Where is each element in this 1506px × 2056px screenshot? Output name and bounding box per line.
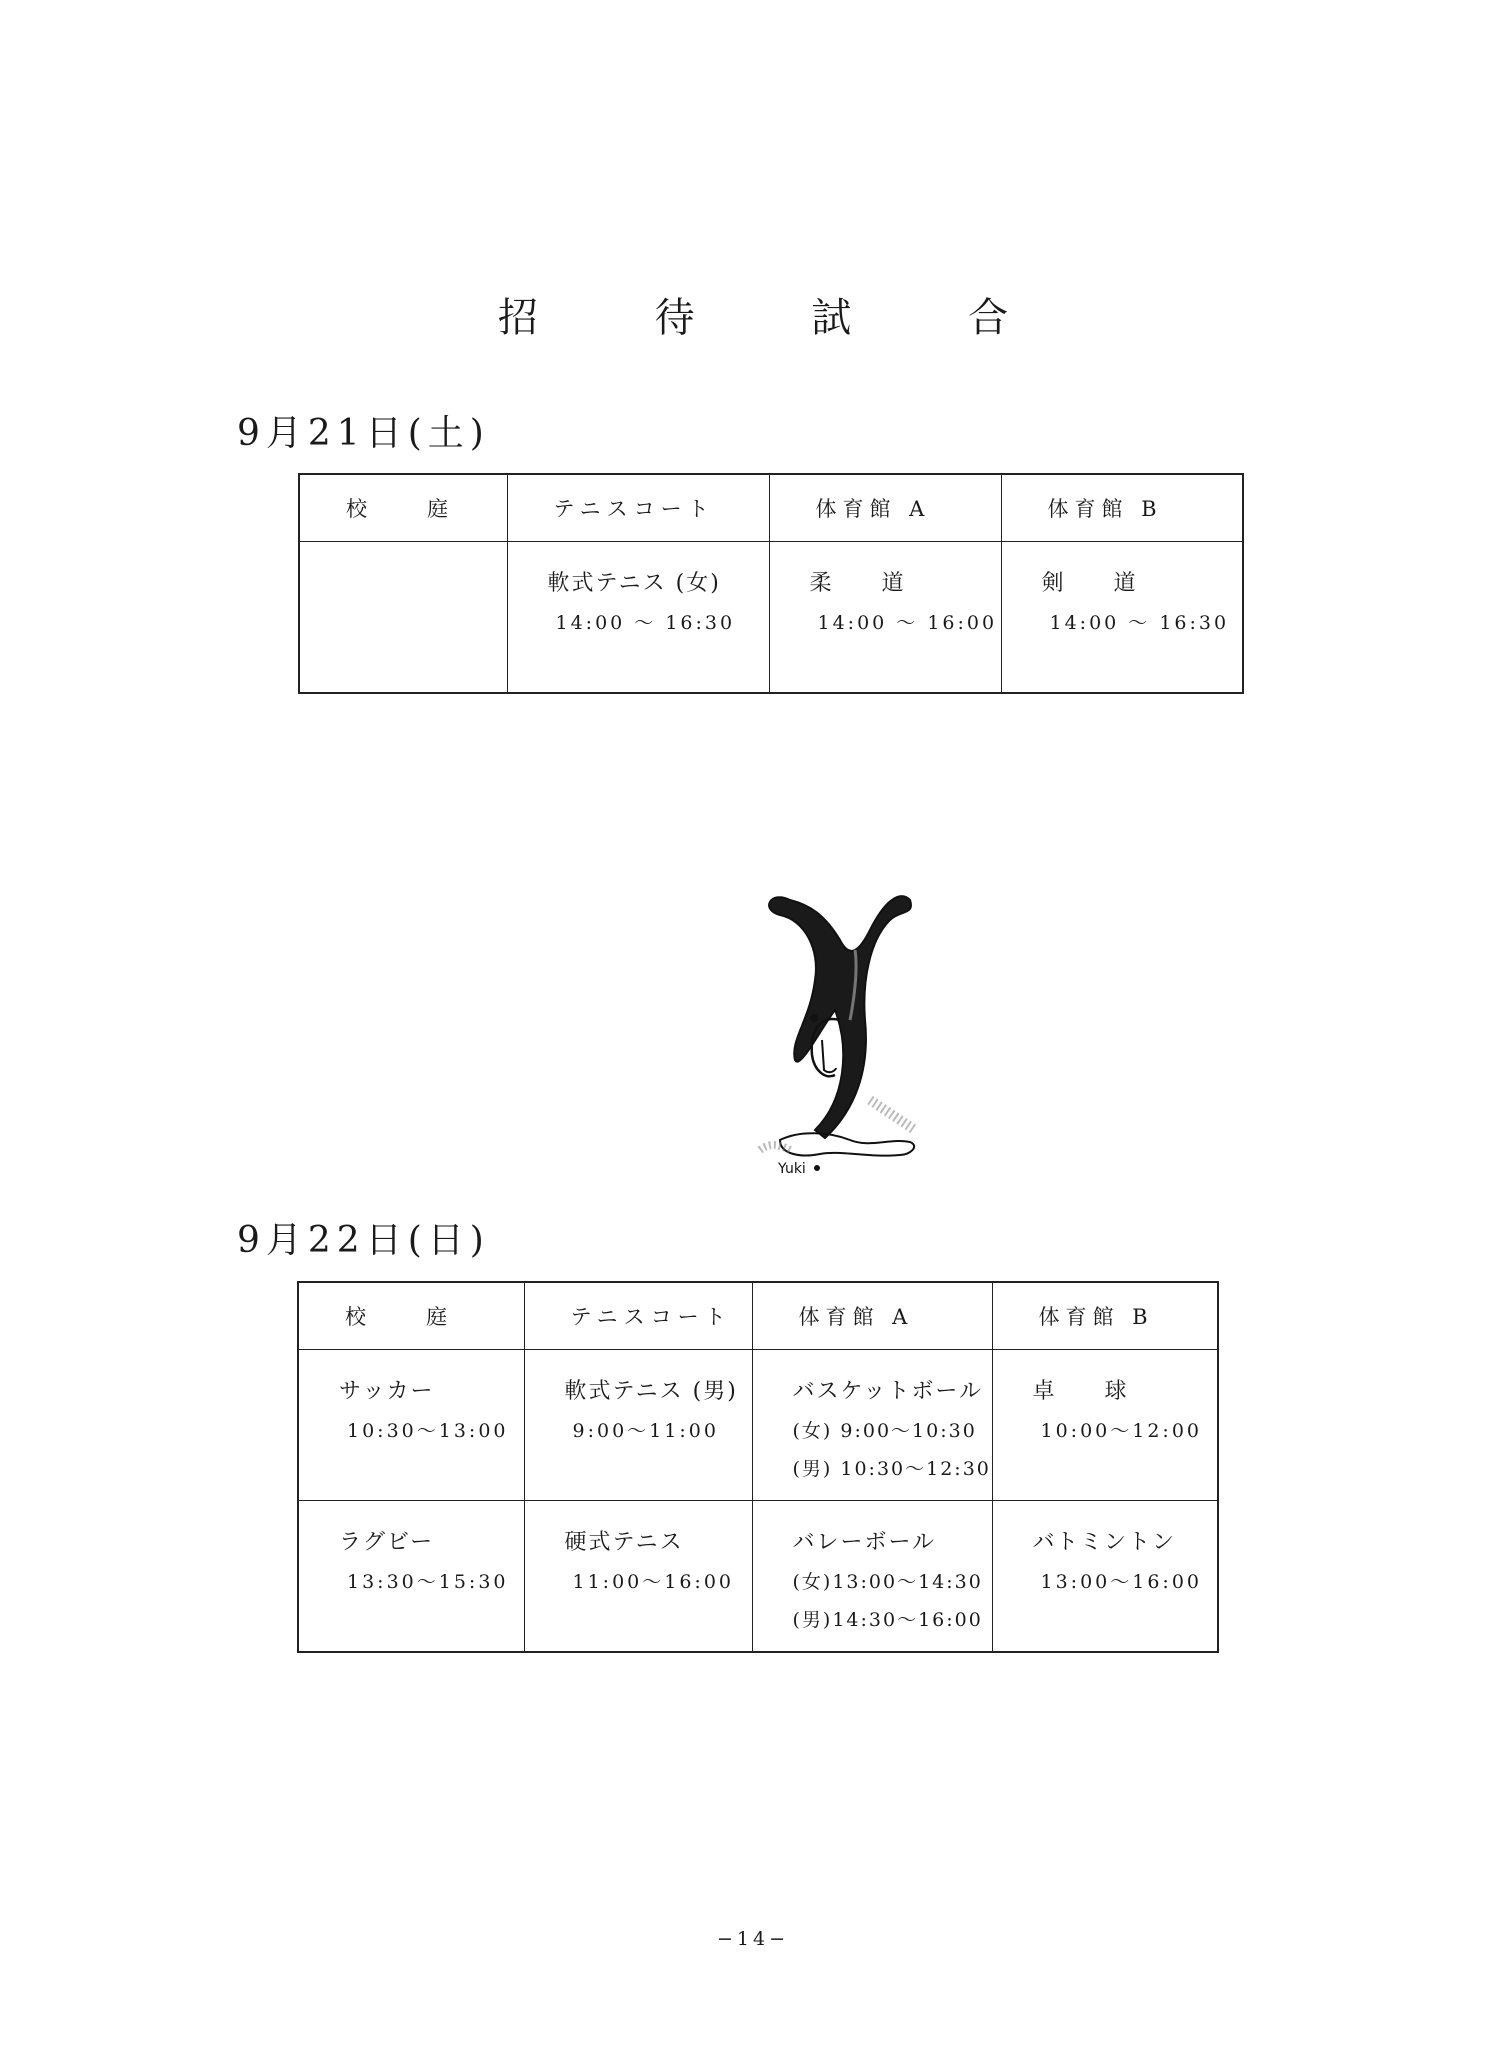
date-heading-day1: 9月21日(土) [237,413,490,454]
schedule-table-day2 [297,1281,1219,1653]
table-cell [524,1350,752,1501]
table-cell [298,1501,524,1653]
schedule-table-day1 [298,473,1244,694]
title-char: 招 [497,295,538,341]
header-cell: 体育館 B [992,1282,1218,1350]
event-name: 軟式テニス (男) [564,1379,738,1404]
header-cell: 体育館 B [1001,474,1243,542]
table-cell [507,542,769,694]
event-name: ラグビー [339,1530,435,1555]
event-time: (男)14:30〜16:00 [792,1609,983,1631]
header-cell: 体育館 A [769,474,1001,542]
event-name: バレーボール [792,1530,937,1555]
page-title [0,286,1506,343]
event-name: 剣 道 [1041,571,1138,596]
table-cell [752,1350,992,1501]
table-row [298,1350,1218,1501]
header-cell: 体育館 A [752,1282,992,1350]
table-cell [298,1350,524,1501]
event-name: 軟式テニス (女) [547,571,721,596]
event-time: 11:00〜16:00 [572,1571,735,1593]
page-number: −14− [716,1928,790,1950]
event-name: バスケットボール [792,1379,983,1404]
table-cell [769,542,1001,694]
table-cell [524,1501,752,1653]
event-time: 10:00〜12:00 [1040,1420,1203,1442]
event-time: 13:00〜16:00 [1040,1571,1203,1593]
date-heading-day2: 9月22日(日) [237,1220,490,1261]
table-cell [752,1501,992,1653]
jester-drawing-icon [750,870,950,1180]
header-cell: 校 庭 [299,474,507,542]
event-name: 卓 球 [1032,1379,1129,1404]
table-cell [1001,542,1243,694]
event-time: 14:00 〜 16:00 [817,612,998,634]
event-time: 14:00 〜 16:30 [1049,612,1230,634]
event-time: 13:30〜15:30 [347,1571,509,1593]
table-cell [992,1501,1218,1653]
event-time: 10:30〜13:00 [347,1420,509,1442]
table-cell [992,1350,1218,1501]
table-cell [299,542,507,694]
signature: Yuki [778,1161,806,1177]
event-name: 硬式テニス [564,1530,684,1555]
event-time: (女)13:00〜14:30 [792,1571,983,1593]
event-name: バトミントン [1032,1530,1177,1555]
event-name: 柔 道 [809,571,906,596]
table-row [299,542,1243,694]
table-header-row [299,474,1243,542]
title-char: 試 [811,295,852,341]
table-row [298,1501,1218,1653]
title-char: 待 [654,295,695,341]
table-header-row [298,1282,1218,1350]
event-name: サッカー [339,1379,435,1404]
event-time: (女) 9:00〜10:30 [792,1420,977,1442]
header-cell: テニスコート [507,474,769,542]
event-time: 14:00 〜 16:30 [555,612,736,634]
title-char: 合 [968,295,1009,341]
event-time: (男) 10:30〜12:30 [792,1458,991,1480]
event-time: 9:00〜11:00 [572,1420,719,1442]
header-cell: 校 庭 [298,1282,524,1350]
header-cell: テニスコート [524,1282,752,1350]
